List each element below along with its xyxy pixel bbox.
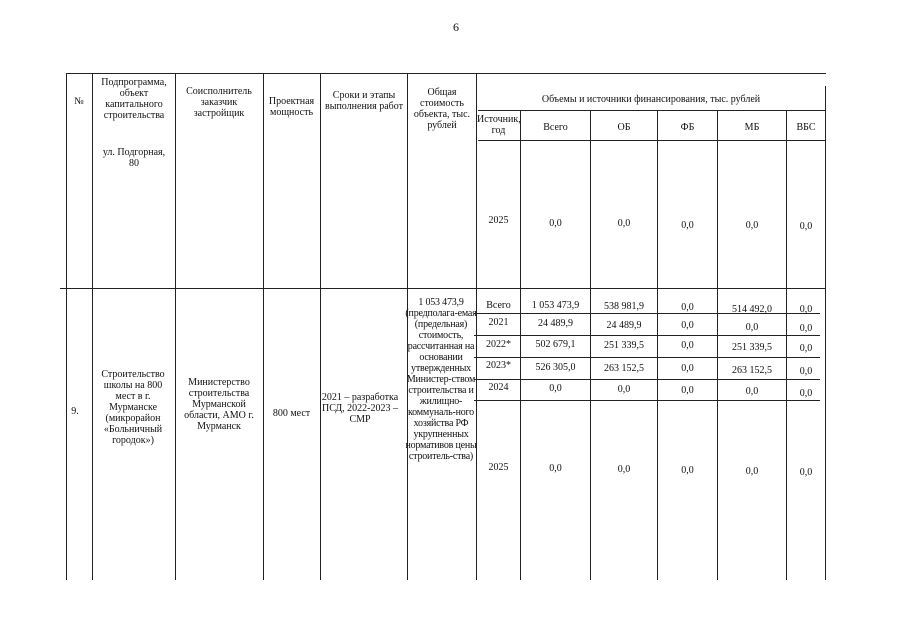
fin-vbs: 0,0 [799,343,813,354]
fin-fb: 0,0 [681,320,694,331]
fin-fb: 0,0 [681,385,694,396]
fin-ob: 24 489,9 [606,320,642,331]
page-number: 6 [453,20,459,34]
col-line [92,73,93,580]
item-total-cost: 1 053 473,9 (предполага-емая (предельная) стоимость, рассчитанная на основании утвержденных Министер-ством строительства и жилищно-коммуналь-ного хозяйства РФ укрупненных нормативов цены строитель-ства) [405,297,477,462]
continuation-mb: 0,0 [745,220,759,231]
item-num: 9. [71,406,79,417]
fin-fb: 0,0 [681,363,694,374]
fin-fb: 0,0 [681,465,694,476]
header-vbs: ВБС [796,122,816,133]
fin-ob: 263 152,5 [604,363,644,374]
header-capacity: Проектная мощность [268,96,315,118]
fin-vbs: 0,0 [799,467,813,478]
fin-mb: 0,0 [745,466,759,477]
header-total-cost: Общая стоимость объекта, тыс. рублей [413,87,471,131]
fin-ob: 0,0 [617,384,631,395]
col-line [175,73,176,580]
item-terms: 2021 – разработка ПСД, 2022-2023 – СМР [321,392,399,425]
fin-row-line [474,379,820,380]
header-terms: Сроки и этапы выполнения работ [325,90,404,112]
fin-mb: 0,0 [745,322,759,333]
fin-year: 2024 [488,382,509,393]
item-executor: Министерство строительства Мурманской области, АМО г. Мурманск [184,377,254,432]
fin-total: 502 679,1 [535,339,576,350]
fin-mb: 263 152,5 [732,365,772,376]
fin-year: 2023* [486,360,511,371]
fin-fb: 0,0 [681,302,694,313]
col-line [825,86,826,580]
header-num: № [74,96,84,107]
header-financing: Объемы и источники финансирования, тыс. рублей [541,94,761,105]
fin-row-line [474,335,820,336]
fin-total: 24 489,9 [538,318,573,329]
header-source-year: Источник, год [477,114,521,136]
fin-vbs: 0,0 [799,366,813,377]
header-mb: МБ [744,122,760,133]
item-capacity: 800 мест [272,408,311,419]
continuation-fb: 0,0 [681,220,694,231]
col-line [263,73,264,580]
fin-total: 0,0 [549,463,562,474]
fin-ob: 538 981,9 [604,301,644,312]
fin-total: 0,0 [549,383,562,394]
header-executor: Соисполнитель заказчик застройщик [186,86,252,119]
continuation-ob: 0,0 [617,218,631,229]
header-fb: ФБ [680,122,695,133]
fin-ob: 251 339,5 [604,340,644,351]
fin-year: Всего [486,300,511,311]
col-line [66,73,67,580]
fin-ob: 0,0 [617,464,631,475]
table-top-border [66,73,826,74]
header-subprogram: Подпрограмма, объект капитального строительства [101,77,167,121]
fin-year: 2021 [488,317,509,328]
col-line [320,73,321,580]
financing-header-divider [478,110,826,111]
fin-vbs: 0,0 [799,304,813,315]
header-ob: ОБ [617,122,631,133]
subheader-bottom-line [478,140,826,141]
continuation-total: 0,0 [549,218,562,229]
fin-mb: 0,0 [745,386,759,397]
header-total: Всего [543,122,568,133]
fin-row-line [474,400,820,401]
fin-mb: 251 339,5 [732,342,772,353]
fin-fb: 0,0 [681,340,694,351]
fin-total: 526 305,0 [535,362,576,373]
continuation-vbs: 0,0 [799,221,813,232]
continuation-year: 2025 [488,215,509,226]
fin-year: 2025 [488,462,509,473]
fin-vbs: 0,0 [799,388,813,399]
fin-row-line [474,357,820,358]
fin-vbs: 0,0 [799,323,813,334]
fin-year: 2022* [486,339,511,350]
fin-total: 1 053 473,9 [531,300,580,311]
item-object: Строительство школы на 800 мест в г. Мурманске (микрорайон «Больничный городок») [101,369,165,446]
continuation-object-tail: ул. Подгорная, 80 [102,147,166,169]
fin-mb: 514 492,0 [732,304,772,315]
